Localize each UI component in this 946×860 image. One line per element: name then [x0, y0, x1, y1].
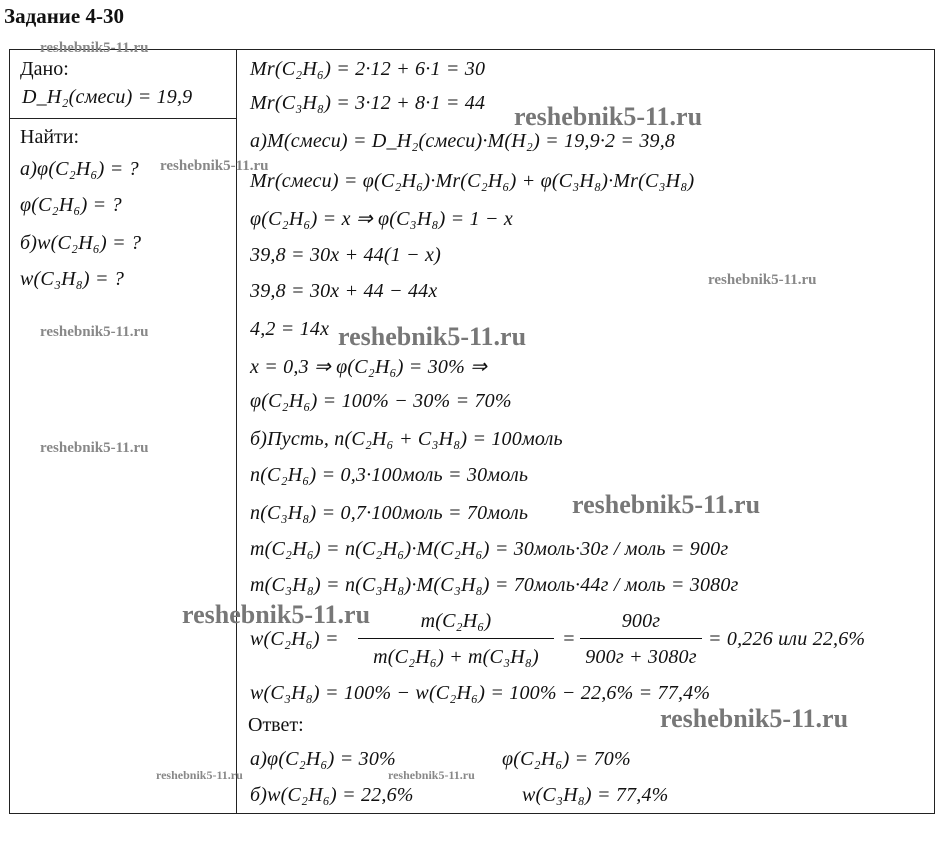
find-item: а)φ(C₂H₆) = ? — [20, 158, 139, 180]
answer-item: φ(C₂H₆) = 70% — [502, 748, 631, 770]
solution-line: φ(C₂H₆) = 100% − 30% = 70% — [250, 390, 512, 412]
watermark: reshebnik5-11.ru — [388, 768, 475, 782]
find-label: Найти: — [20, 126, 80, 148]
solution-line: m(C₃H₈) = n(C₃H₈)·M(C₃H₈) = 70моль·44г / моль = 3080г — [250, 574, 739, 596]
fraction-numerator: 900г — [621, 610, 661, 632]
watermark: reshebnik5-11.ru — [660, 704, 849, 733]
answer-item: б)w(C₂H₆) = 22,6% — [250, 784, 414, 806]
solution-line: а)M(смеси) = D_H₂(смеси)·M(H₂) = 19,9·2 = 39,8 — [250, 130, 676, 152]
watermark: reshebnik5-11.ru — [160, 158, 269, 174]
find-item: w(C₃H₈) = ? — [20, 268, 125, 290]
watermark: reshebnik5-11.ru — [40, 40, 149, 56]
fraction-numerator: m(C₂H₆) — [420, 610, 492, 632]
fraction-equals: = — [562, 628, 576, 650]
solution-line: n(C₂H₆) = 0,3·100моль = 30моль — [250, 464, 529, 486]
solution-line: Mr(смеси) = φ(C₂H₆)·Mr(C₂H₆) + φ(C₃H₈)·Mr(C₃H₈) — [250, 170, 695, 192]
watermark: reshebnik5-11.ru — [514, 102, 703, 131]
solution-line: Mr(C₂H₆) = 2·12 + 6·1 = 30 — [250, 58, 486, 80]
solution-line: 39,8 = 30x + 44 − 44x — [250, 280, 438, 302]
fraction-result: = 0,226 или 22,6% — [708, 628, 866, 650]
given-value: D_H₂(смеси) = 19,9 — [22, 86, 193, 108]
watermark: reshebnik5-11.ru — [156, 768, 243, 782]
fraction-denominator: m(C₂H₆) + m(C₃H₈) — [373, 646, 539, 668]
solution-line: 39,8 = 30x + 44(1 − x) — [250, 244, 441, 266]
find-item: б)w(C₂H₆) = ? — [20, 232, 142, 254]
solution-line: n(C₃H₈) = 0,7·100моль = 70моль — [250, 502, 529, 524]
fraction-lhs: w(C₂H₆) = — [250, 628, 339, 650]
find-item: φ(C₂H₆) = ? — [20, 194, 122, 216]
fraction-denominator: 900г + 3080г — [585, 646, 697, 668]
answer-item: а)φ(C₂H₆) = 30% — [250, 748, 396, 770]
solution-line: φ(C₂H₆) = x ⇒ φ(C₃H₈) = 1 − x — [250, 208, 513, 230]
solution-line: 4,2 = 14x — [250, 318, 330, 340]
given-label: Дано: — [20, 58, 69, 80]
solution-line: б)Пусть, n(C₂H₆ + C₃H₈) = 100моль — [250, 428, 563, 450]
solution-line: x = 0,3 ⇒ φ(C₂H₆) = 30% ⇒ — [250, 356, 488, 378]
fraction-bar — [580, 638, 702, 639]
watermark: reshebnik5-11.ru — [338, 322, 527, 351]
fraction-bar — [358, 638, 554, 639]
watermark: reshebnik5-11.ru — [40, 324, 149, 340]
page-title: Задание 4-30 — [4, 4, 124, 28]
watermark: reshebnik5-11.ru — [708, 272, 817, 288]
watermark: reshebnik5-11.ru — [182, 600, 371, 629]
solution-line: Mr(C₃H₈) = 3·12 + 8·1 = 44 — [250, 92, 486, 114]
answer-item: w(C₃H₈) = 77,4% — [522, 784, 669, 806]
watermark: reshebnik5-11.ru — [40, 440, 149, 456]
answer-label: Ответ: — [248, 714, 304, 736]
task-table — [9, 49, 935, 814]
solution-line: m(C₂H₆) = n(C₂H₆)·M(C₂H₆) = 30моль·30г / моль = 900г — [250, 538, 729, 560]
solution-line: w(C₃H₈) = 100% − w(C₂H₆) = 100% − 22,6% = 77,4% — [250, 682, 711, 704]
watermark: reshebnik5-11.ru — [572, 490, 761, 519]
row-divider — [10, 118, 237, 119]
